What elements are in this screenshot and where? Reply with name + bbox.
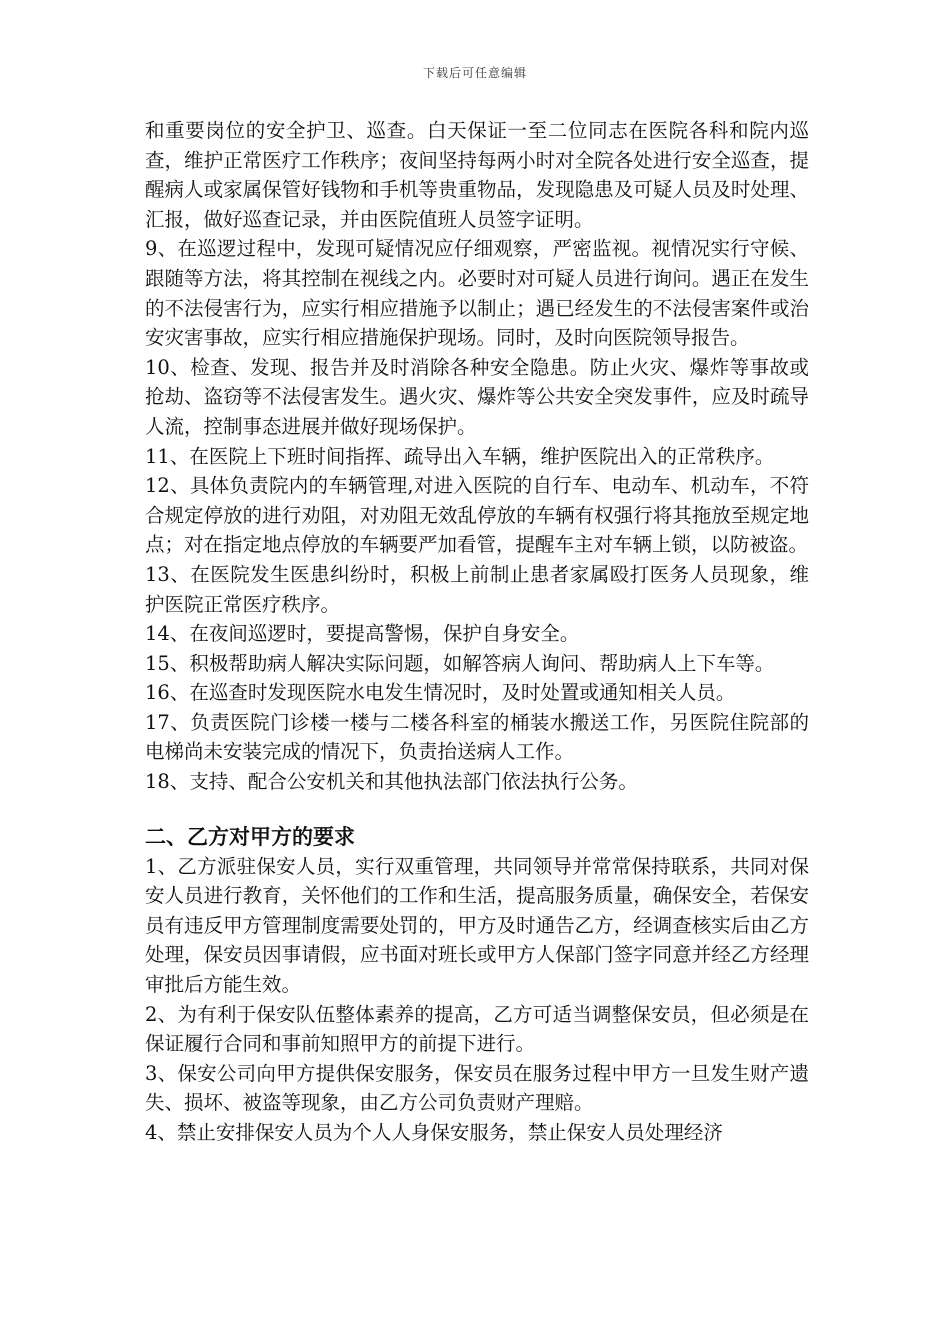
paragraph-item-9: 9、在巡逻过程中，发现可疑情况应仔细观察，严密监视。视情况实行守候、跟随等方法，将其控制在视线之内。必要时对可疑人员进行询问。遇正在发生的不法侵害行为，应实行相应措施予以制止；遇已经发生的不法侵害案件或治安灾害事故，应实行相应措施保护现场。同时，及时向医院领导报告。 xyxy=(145,237,809,350)
paragraph-item-13: 13、在医院发生医患纠纷时，积极上前制止患者家属殴打医务人员现象，维护医院正常医疗秩序。 xyxy=(145,562,809,616)
paragraph-req-2: 2、为有利于保安队伍整体素养的提高，乙方可适当调整保安员，但必须是在保证履行合同和事前知照甲方的前提下进行。 xyxy=(145,1002,809,1056)
paragraph-item-14: 14、在夜间巡逻时，要提高警惕，保护自身安全。 xyxy=(145,622,580,646)
paragraph-req-1: 1、乙方派驻保安人员，实行双重管理，共同领导并常常保持联系，共同对保安人员进行教育，关怀他们的工作和生活，提高服务质量，确保安全，若保安员有违反甲方管理制度需要处罚的，甲方及时通告乙方，经调查核实后由乙方处理，保安员因事请假，应书面对班长或甲方人保部门签字同意并经乙方经理审批后方能生效。 xyxy=(145,854,809,997)
paragraph-patrol-duties: 和重要岗位的安全护卫、巡查。白天保证一至二位同志在医院各科和院内巡查，维护正常医疗工作秩序；夜间坚持每两小时对全院各处进行安全巡查，提醒病人或家属保管好钱物和手机等贵重物品，发现隐患及可疑人员及时处理、汇报，做好巡查记录，并由医院值班人员签字证明。 xyxy=(145,119,809,231)
paragraph-item-12: 12、具体负责院内的车辆管理,对进入医院的自行车、电动车、机动车，不符合规定停放的进行劝阻，对劝阻无效乱停放的车辆有权强行将其拖放至规定地点；对在指定地点停放的车辆要严加看管，提醒车主对车辆上锁，以防被盗。 xyxy=(145,474,809,557)
paragraph-item-18: 18、支持、配合公安机关和其他执法部门依法执行公务。 xyxy=(145,770,638,794)
paragraph-item-15: 15、积极帮助病人解决实际问题，如解答病人询问、帮助病人上下车等。 xyxy=(145,651,775,675)
paragraph-req-3: 3、保安公司向甲方提供保安服务，保安员在服务过程中甲方一旦发生财产遗失、损坏、被盗等现象，由乙方公司负责财产理赔。 xyxy=(145,1061,809,1115)
paragraph-item-17: 17、负责医院门诊楼一楼与二楼各科室的桶装水搬送工作，另医院住院部的电梯尚未安装完成的情况下，负责抬送病人工作。 xyxy=(145,710,809,764)
paragraph-item-11: 11、在医院上下班时间指挥、疏导出入车辆，维护医院出入的正常秩序。 xyxy=(145,444,775,468)
paragraph-item-16: 16、在巡查时发现医院水电发生情况时，及时处置或通知相关人员。 xyxy=(145,681,736,705)
section-heading: 二、乙方对甲方的要求 xyxy=(145,824,355,849)
document-body xyxy=(145,116,809,1148)
page-header-note: 下载后可任意编辑 xyxy=(422,66,527,80)
paragraph-item-10: 10、检查、发现、报告并及时消除各种安全隐患。防止火灾、爆炸等事故或抢劫、盗窃等不法侵害发生。遇火灾、爆炸等公共安全突发事件，应及时疏导人流，控制事态进展并做好现场保护。 xyxy=(145,355,809,438)
paragraph-req-4: 4、禁止安排保安人员为个人人身保安服务，禁止保安人员处理经济 xyxy=(145,1121,723,1144)
